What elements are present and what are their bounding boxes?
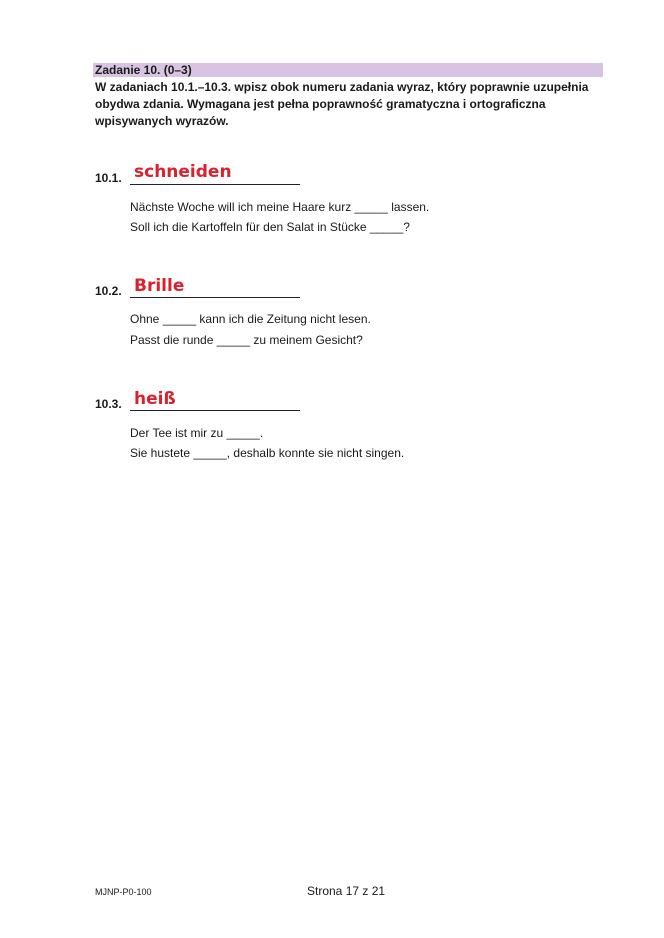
task-instruction: W zadaniach 10.1.–10.3. wpisz obok numeru zadania wyraz, który poprawnie uzupełnia obydwa zdania. Wymagana jest pełna poprawność gramatyczna i ortograficzna wpisywanych wyrazów. [95,80,589,128]
answer-text[interactable]: schneiden [134,162,232,182]
sentence: Ohne _____ kann ich die Zeitung nicht lesen. [130,312,371,326]
answer-text[interactable]: Brille [134,276,185,296]
answer-line [130,183,300,185]
item-number: 10.3. [95,397,122,411]
sentence: Passt die runde _____ zu meinem Gesicht? [130,333,363,347]
task-header: Zadanie 10. (0–3) [93,63,603,77]
item-number: 10.2. [95,284,122,298]
sentence: Der Tee ist mir zu _____. [130,426,264,440]
sentence: Sie hustete _____, deshalb konnte sie nicht singen. [130,446,405,460]
answer-line [130,296,300,298]
footer-code: MJNP-P0-100 [95,887,152,897]
sentence: Soll ich die Kartoffeln für den Salat in Stücke _____? [130,220,410,234]
item-number: 10.1. [95,171,122,185]
footer-page-number: Strona 17 z 21 [307,884,386,898]
answer-line [130,409,300,411]
answer-text[interactable]: heiß [134,389,176,409]
sentence: Nächste Woche will ich meine Haare kurz _____ lassen. [130,200,430,214]
